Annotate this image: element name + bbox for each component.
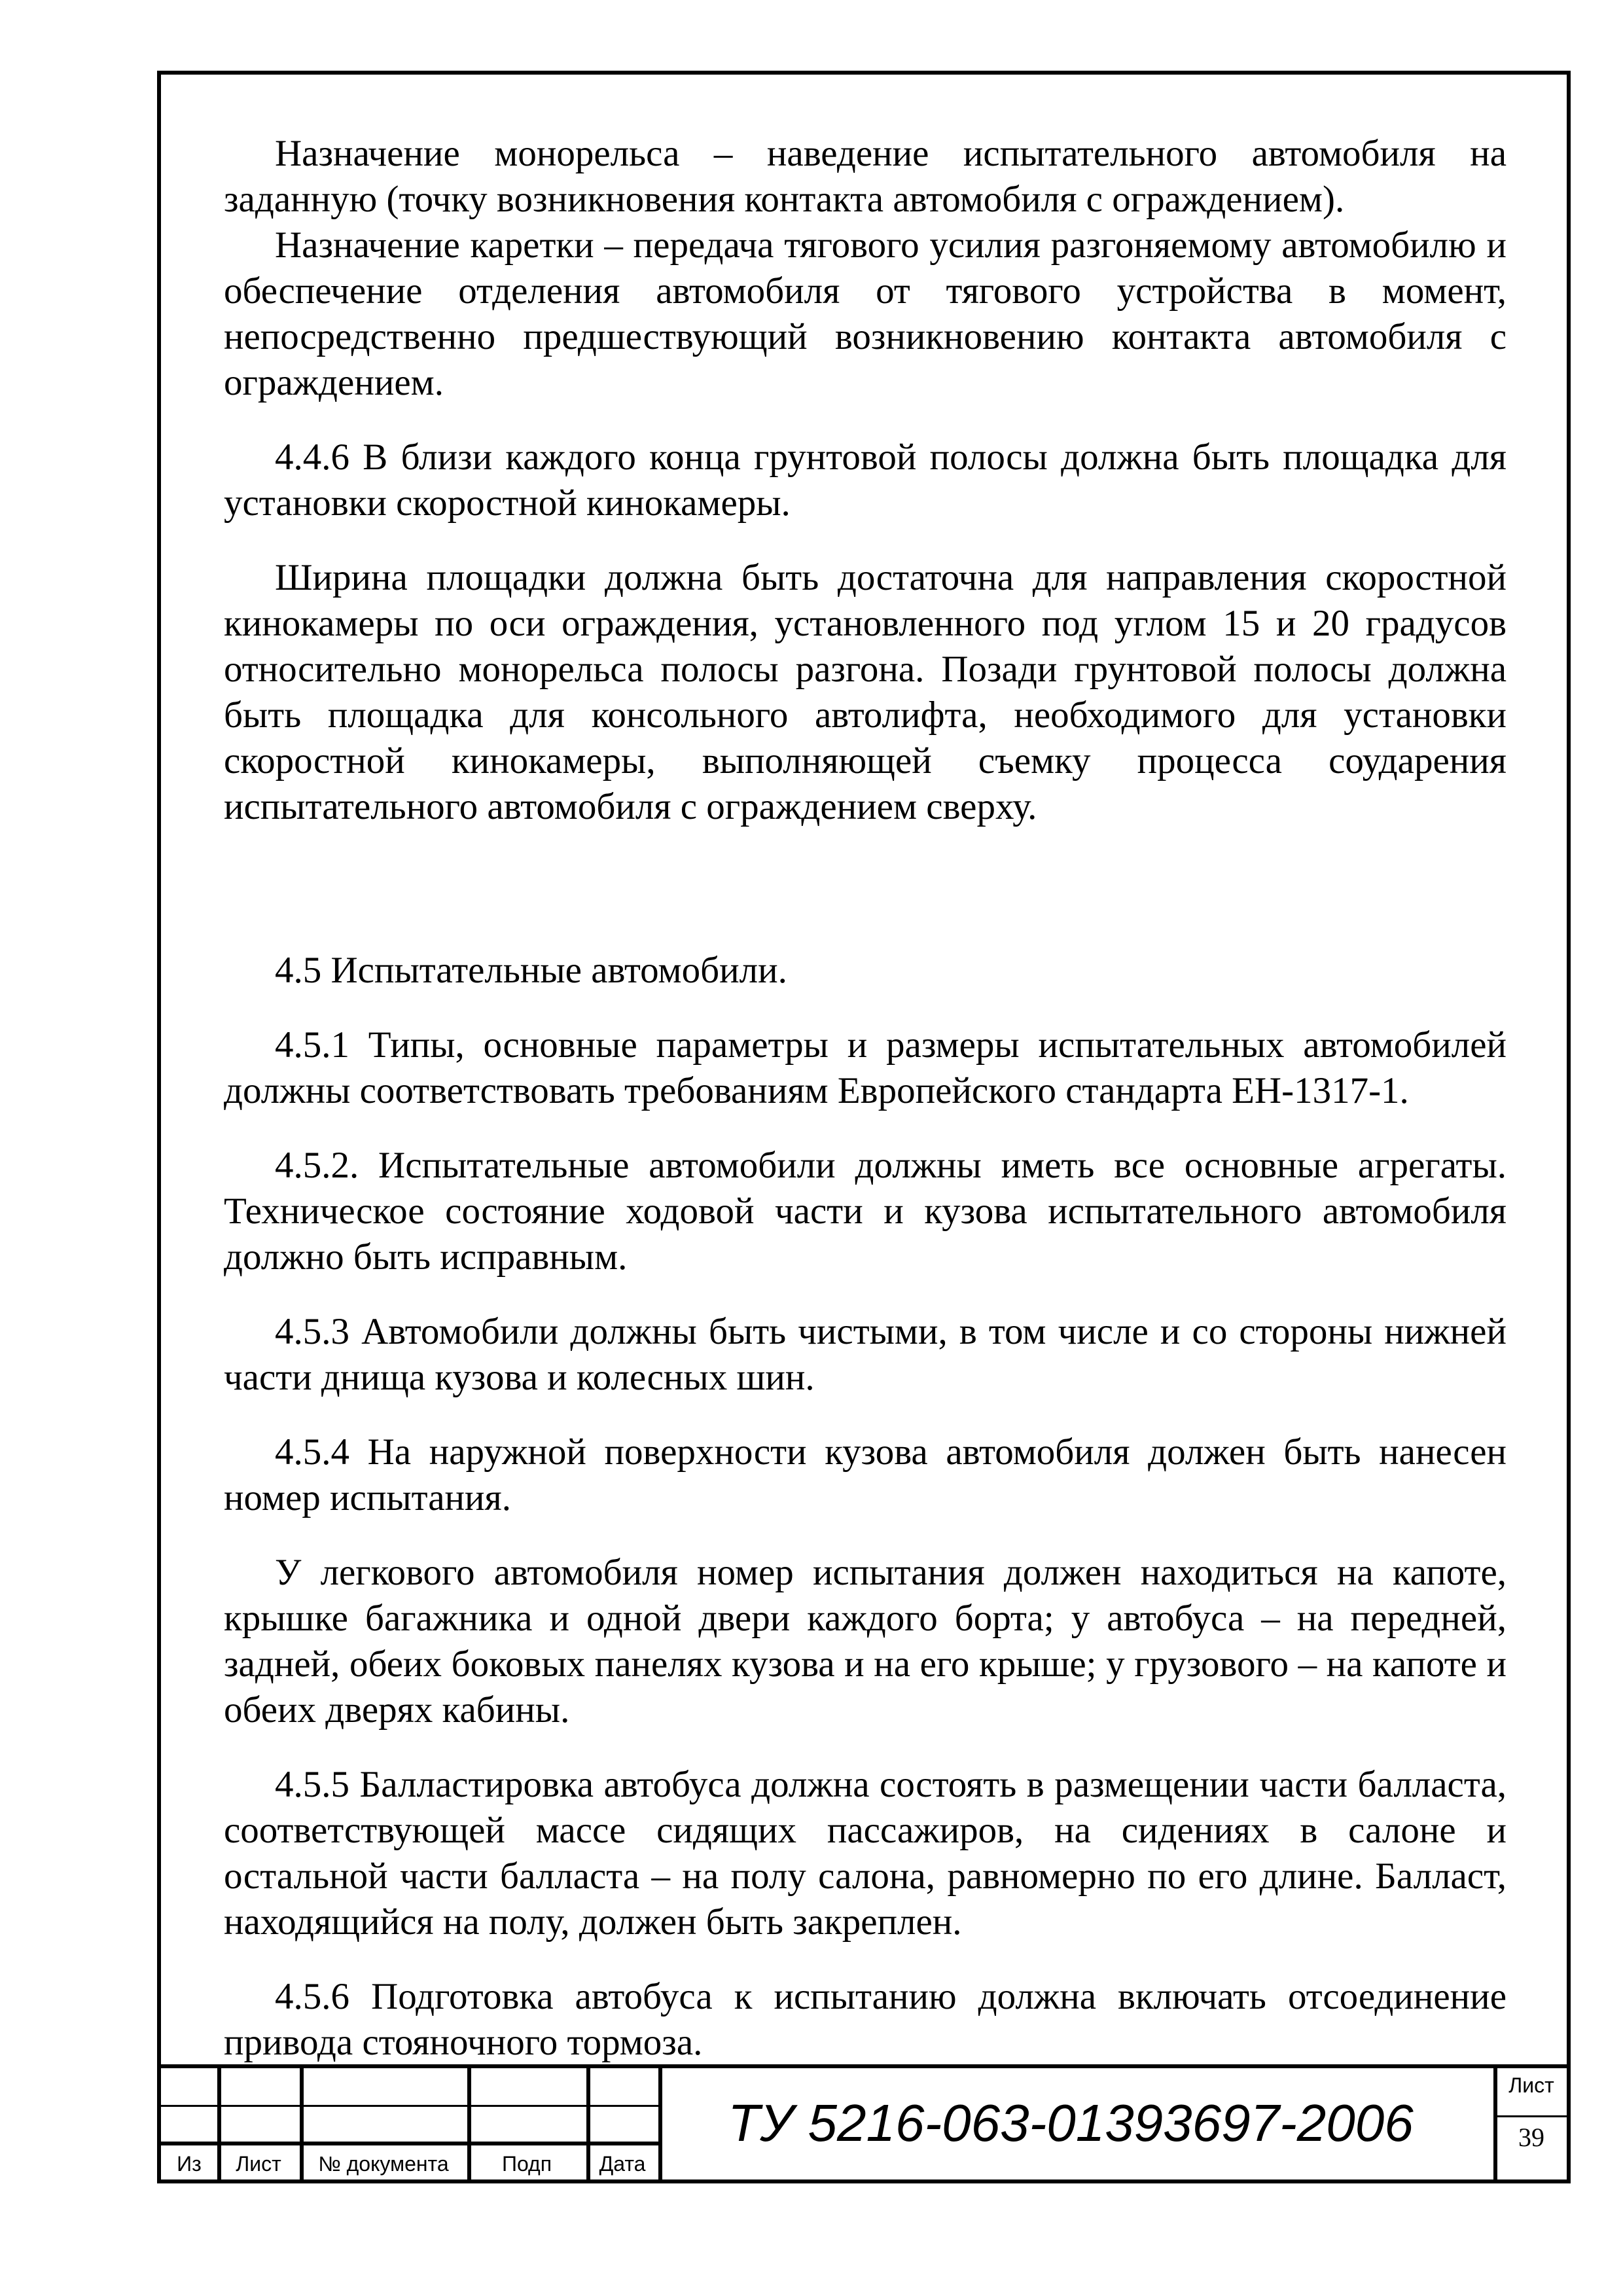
paragraph: 4.5.2. Испытательные автомобили должны иметь все основные агрегаты. Техническое состояние ходовой части и кузова испытательного автомобиля должно быть исправным. [224,1145,1507,1278]
sheet-label: Лист [1508,2073,1554,2097]
stamp-label-podp: Подп [501,2152,552,2176]
paragraph: Назначение каретки – передача тягового усилия разгоняемому автомобилю и обеспечение отделения автомобиля от тягового устройства в момент, непосредственно предшествующий возникновению контакта автомобиля с ограждением. [224,224,1507,403]
document-code: ТУ 5216-063-01393697-2006 [728,2094,1414,2152]
paragraph: У легкового автомобиля номер испытания должен находиться на капоте, крышке багажника и одной двери каждого борта; у автобуса – на передней, задней, обеих боковых панелях кузова и на его крыше; у грузового – на капоте и обеих дверях кабины. [224,1552,1507,1731]
stamp-row-line [1493,2115,1567,2117]
paragraph: 4.5.1 Типы, основные параметры и размеры испытательных автомобилей должны соответствовать требованиям Европейского стандарта ЕН-1317-1. [224,1024,1507,1111]
paragraph: Ширина площадки должна быть достаточна для направления скоростной кинокамеры по оси ограждения, установленного под углом 15 и 20 градусов относительно монорельса полосы разгона. Позади грунтовой полосы должна быть площадка для консольного автолифта, необходимого для установки скоростной кинокамеры, выполняющей съемку процесса соударения испытательного автомобиля с ограждением сверху. [224,557,1507,827]
paragraph: 4.4.6 В близи каждого конца грунтовой полосы должна быть площадка для установки скоростной кинокамеры. [224,437,1507,524]
stamp-row-line [161,2142,658,2145]
paragraph: 4.5.3 Автомобили должны быть чистыми, в том числе и со стороны нижней части днища кузова и колесных шин. [224,1311,1507,1398]
stamp-label-iz: Из [177,2152,202,2176]
paragraph: 4.5.5 Балластировка автобуса должна состоять в размещении части балласта, соответствующей массе сидящих пассажиров, на сидениях в салоне и остальной части балласта – на полу салона, равномерно по его длине. Балласт, находящийся на полу, должен быть закреплен. [224,1764,1507,1943]
document-body [224,131,1507,2094]
paragraph: 4.5.6 Подготовка автобуса к испытанию должна включать отсоединение привода стояночного тормоза. [224,1976,1507,2063]
paragraph: Назначение монорельса – наведение испытательного автомобиля на заданную (точку возникновения контакта автомобиля с ограждением). [224,133,1507,220]
sheet-number: 39 [1518,2123,1544,2152]
paragraph: 4.5.4 На наружной поверхности кузова автомобиля должен быть нанесен номер испытания. [224,1431,1507,1518]
stamp-row-line [161,2105,658,2107]
stamp-label-document: № документа [318,2152,449,2176]
stamp-label-data: Дата [599,2152,646,2176]
page-frame [157,71,1571,2183]
stamp-label-list: Лист [236,2152,281,2176]
title-block [161,2064,1567,2179]
section-heading: 4.5 Испытательные автомобили. [275,950,787,991]
